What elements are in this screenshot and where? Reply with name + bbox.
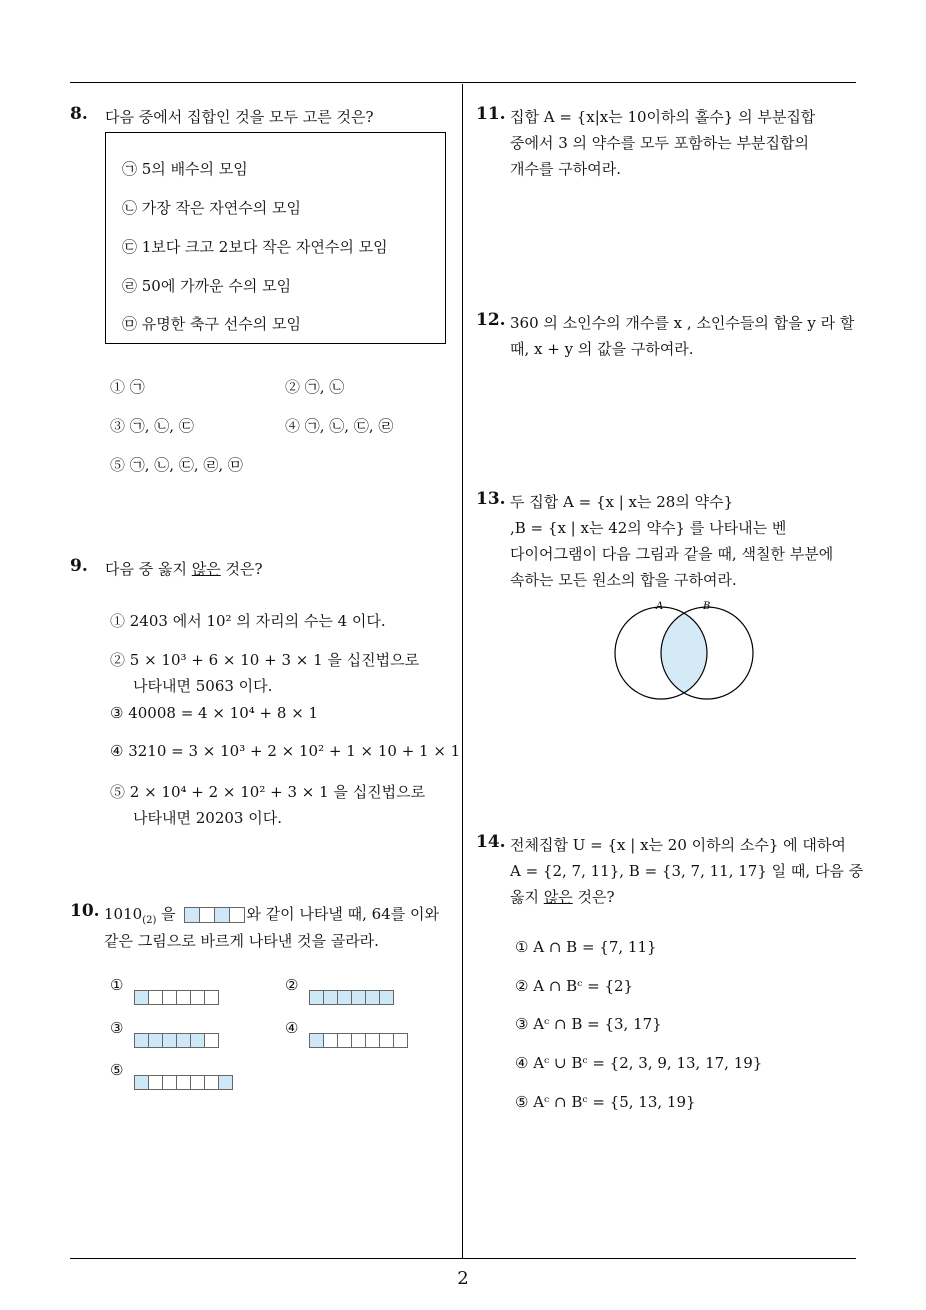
q10-choice-label[interactable]: ②: [285, 976, 299, 994]
q10-choice-label[interactable]: ①: [110, 976, 124, 994]
q13-line: 다이어그램이 다음 그림과 같을 때, 색칠한 부분에: [510, 545, 834, 563]
q12-line: 때, x + y 의 값을 구하여라.: [510, 340, 694, 358]
strip-cell-empty: [190, 990, 205, 1005]
q10-choice-strip[interactable]: [134, 1033, 218, 1048]
q8-item: ㉡ 가장 작은 자연수의 모임: [122, 199, 301, 217]
q9-choice[interactable]: ② 5 × 10³ + 6 × 10 + 3 × 1 을 십진법으로: [110, 651, 420, 669]
q11-number: 11.: [476, 104, 506, 124]
strip-cell-filled: [214, 907, 230, 923]
q10-stem-c: 와 같이 나타낼 때, 64를 이와: [246, 905, 440, 923]
q13-line: 두 집합 A = {x | x는 28의 약수}: [510, 493, 734, 511]
q13-line: 속하는 모든 원소의 합을 구하여라.: [510, 571, 737, 589]
strip-cell-filled: [365, 990, 380, 1005]
q9-choice[interactable]: ④ 3210 = 3 × 10³ + 2 × 10² + 1 × 10 + 1 × 1: [110, 742, 461, 760]
q10-example-strip: [184, 907, 244, 923]
q10-choice-label[interactable]: ⑤: [110, 1061, 124, 1079]
q9-stem-b: 것은?: [220, 560, 263, 578]
q9-stem-underlined: 않은: [191, 560, 221, 578]
q11-line: 중에서 3 의 약수를 모두 포함하는 부분집합의: [510, 134, 809, 152]
q10-choice-label[interactable]: ③: [110, 1019, 124, 1037]
strip-cell-empty: [199, 907, 215, 923]
q10-binary: 1010: [104, 905, 143, 923]
strip-cell-empty: [148, 990, 163, 1005]
q9-choice-cont: 나타내면 20203 이다.: [133, 809, 282, 827]
q10-choice-strip[interactable]: [134, 990, 218, 1005]
strip-cell-empty: [351, 1033, 366, 1048]
q10-line2: 같은 그림으로 바르게 나타낸 것을 골라라.: [104, 932, 379, 950]
strip-cell-empty: [190, 1075, 205, 1090]
q9-stem: [105, 558, 263, 579]
q14-choice[interactable]: ④ Aᶜ ∪ Bᶜ = {2, 3, 9, 13, 17, 19}: [515, 1054, 763, 1072]
strip-cell-filled: [148, 1033, 163, 1048]
venn-diagram: [600, 597, 790, 703]
column-divider: [462, 84, 463, 1258]
q12-line: 360 의 소인수의 개수를 x , 소인수들의 합을 y 라 할: [510, 314, 855, 332]
q14-line3: [510, 886, 615, 907]
q8-stem: 다음 중에서 집합인 것을 모두 고른 것은?: [105, 108, 374, 126]
q8-item: ㉣ 50에 가까운 수의 모임: [122, 277, 292, 295]
q9-choice[interactable]: ⑤ 2 × 10⁴ + 2 × 10² + 3 × 1 을 십진법으로: [110, 783, 426, 801]
page-number: 2: [457, 1268, 469, 1289]
q14-choice[interactable]: ⑤ Aᶜ ∩ Bᶜ = {5, 13, 19}: [515, 1093, 696, 1111]
q9-choice[interactable]: ① 2403 에서 10² 의 자리의 수는 4 이다.: [110, 612, 386, 630]
q14-line3-underlined: 않은: [543, 888, 573, 906]
q10-choice-strip[interactable]: [309, 990, 393, 1005]
q13-line: ,B = {x | x는 42의 약수} 를 나타내는 벤: [510, 519, 787, 537]
strip-cell-empty: [379, 1033, 394, 1048]
venn-label-b: B: [703, 601, 711, 612]
strip-cell-filled: [309, 1033, 324, 1048]
q9-choice[interactable]: ③ 40008 = 4 × 10⁴ + 8 × 1: [110, 704, 319, 722]
q14-line: A = {2, 7, 11}, B = {3, 7, 11, 17} 일 때, 다음 중: [510, 862, 864, 880]
strip-cell-filled: [162, 1033, 177, 1048]
strip-cell-filled: [218, 1075, 233, 1090]
top-rule: [70, 82, 856, 83]
strip-cell-filled: [309, 990, 324, 1005]
strip-cell-empty: [229, 907, 245, 923]
q13-number: 13.: [476, 489, 506, 509]
q9-stem-a: 다음 중 옳지: [105, 560, 192, 578]
strip-cell-filled: [337, 990, 352, 1005]
q8-number: 8.: [70, 104, 88, 124]
strip-cell-empty: [176, 1075, 191, 1090]
q10-choice-strip[interactable]: [134, 1075, 232, 1090]
strip-cell-empty: [204, 990, 219, 1005]
strip-cell-filled: [379, 990, 394, 1005]
bottom-rule: [70, 1258, 856, 1259]
strip-cell-empty: [365, 1033, 380, 1048]
strip-cell-empty: [162, 990, 177, 1005]
strip-cell-empty: [337, 1033, 352, 1048]
q11-line: 개수를 구하여라.: [510, 160, 621, 178]
q10-number: 10.: [70, 901, 100, 921]
strip-cell-filled: [323, 990, 338, 1005]
strip-cell-filled: [134, 1033, 149, 1048]
strip-cell-filled: [184, 907, 200, 923]
q14-choice[interactable]: ① A ∩ B = {7, 11}: [515, 938, 657, 956]
q8-choice[interactable]: ② ㉠, ㉡: [285, 378, 345, 396]
q14-line: 전체집합 U = {x | x는 20 이하의 소수} 에 대하여: [510, 836, 846, 854]
q10-stem: [104, 903, 439, 926]
q8-item: ㉠ 5의 배수의 모임: [122, 160, 248, 178]
q8-choice[interactable]: ③ ㉠, ㉡, ㉢: [110, 417, 194, 435]
venn-label-a: A: [656, 601, 664, 612]
strip-cell-empty: [176, 990, 191, 1005]
strip-cell-empty: [323, 1033, 338, 1048]
q8-choice[interactable]: ⑤ ㉠, ㉡, ㉢, ㉣, ㉤: [110, 456, 243, 474]
q8-item: ㉤ 유명한 축구 선수의 모임: [122, 315, 301, 333]
strip-cell-filled: [190, 1033, 205, 1048]
strip-cell-filled: [176, 1033, 191, 1048]
q8-choice[interactable]: ① ㉠: [110, 378, 145, 396]
q9-number: 9.: [70, 556, 88, 576]
q14-line3-b: 것은?: [572, 888, 615, 906]
strip-cell-empty: [148, 1075, 163, 1090]
q14-choice[interactable]: ② A ∩ Bᶜ = {2}: [515, 977, 634, 995]
q14-line3-a: 옳지: [510, 888, 544, 906]
q9-choice-cont: 나타내면 5063 이다.: [133, 677, 273, 695]
strip-cell-filled: [134, 1075, 149, 1090]
strip-cell-filled: [351, 990, 366, 1005]
q8-choice[interactable]: ④ ㉠, ㉡, ㉢, ㉣: [285, 417, 394, 435]
strip-cell-empty: [204, 1033, 219, 1048]
strip-cell-empty: [204, 1075, 219, 1090]
q10-choice-label[interactable]: ④: [285, 1019, 299, 1037]
q10-base: (2): [142, 915, 157, 926]
strip-cell-filled: [134, 990, 149, 1005]
q8-item: ㉢ 1보다 크고 2보다 작은 자연수의 모임: [122, 238, 388, 256]
q10-stem-b: 을: [156, 905, 176, 923]
q12-number: 12.: [476, 310, 506, 330]
q11-line: 집합 A = {x|x는 10이하의 홀수} 의 부분집합: [510, 108, 816, 126]
q14-choice[interactable]: ③ Aᶜ ∩ B = {3, 17}: [515, 1015, 662, 1033]
strip-cell-empty: [393, 1033, 408, 1048]
q10-choice-strip[interactable]: [309, 1033, 407, 1048]
q14-number: 14.: [476, 832, 506, 852]
strip-cell-empty: [162, 1075, 177, 1090]
